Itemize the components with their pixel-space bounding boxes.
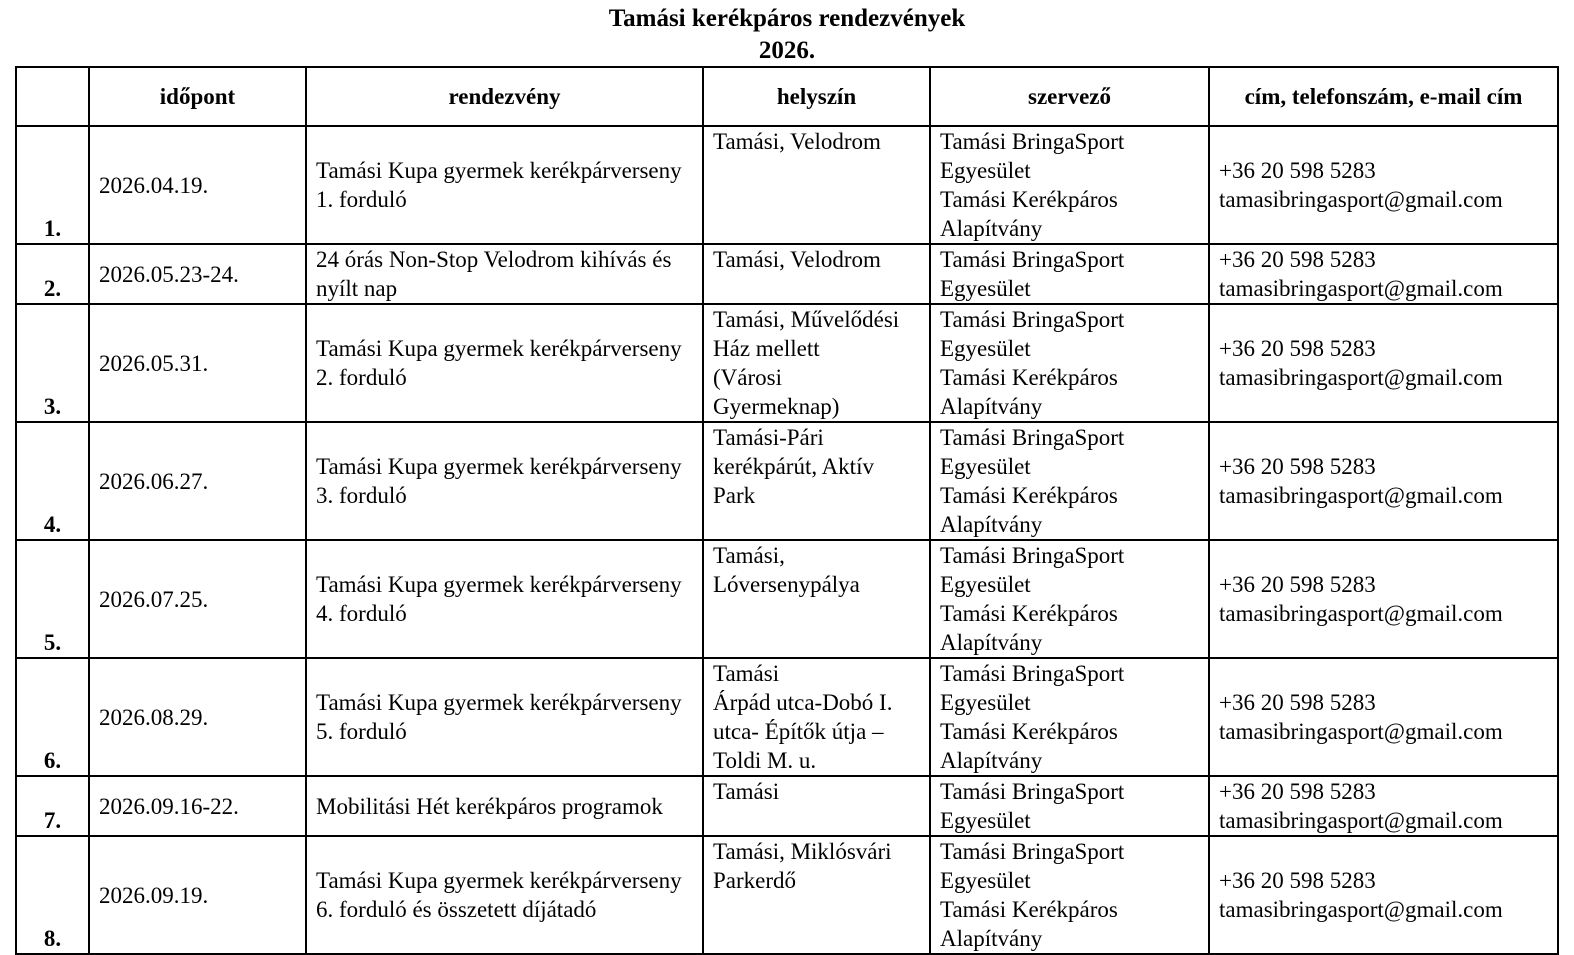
contact-email: tamasibringasport@gmail.com	[1219, 483, 1503, 508]
event-location	[703, 776, 930, 836]
event-name	[306, 126, 703, 244]
location-line: Park	[713, 483, 756, 508]
event-organizer	[930, 836, 1209, 954]
event-date: 2026.05.31.	[89, 304, 306, 422]
event-organizer	[930, 776, 1209, 836]
organizer-line: Egyesület	[940, 868, 1031, 893]
event-location	[703, 304, 930, 422]
location-line: Tamási, Velodrom	[713, 247, 881, 272]
row-number: 8.	[16, 836, 89, 954]
contact-email: tamasibringasport@gmail.com	[1219, 365, 1503, 390]
location-line: kerékpárút, Aktív	[713, 454, 874, 479]
event-organizer	[930, 244, 1209, 304]
header-organizer: szervező	[930, 67, 1209, 126]
contact-phone: +36 20 598 5283	[1219, 158, 1376, 183]
organizer-line: Alapítvány	[940, 926, 1043, 951]
contact-phone: +36 20 598 5283	[1219, 779, 1376, 804]
location-line: Tamási, Művelődési	[713, 307, 900, 332]
header-number	[16, 67, 89, 126]
event-location	[703, 836, 930, 954]
document-title: Tamási kerékpáros rendezvények	[608, 5, 966, 32]
table-row	[16, 422, 1558, 540]
organizer-line: Tamási BringaSport	[940, 661, 1125, 686]
document-year: 2026.	[758, 37, 816, 64]
event-contact	[1209, 540, 1558, 658]
header-date: időpont	[89, 67, 306, 126]
organizer-line: Egyesület	[940, 158, 1031, 183]
event-name	[306, 304, 703, 422]
location-line: Tamási	[713, 661, 780, 686]
event-name-text: Tamási Kupa gyermek kerékpárverseny 5. forduló	[316, 690, 682, 744]
event-location	[703, 658, 930, 776]
table-body	[16, 126, 1558, 954]
event-contact	[1209, 126, 1558, 244]
event-location	[703, 244, 930, 304]
event-name	[306, 776, 703, 836]
organizer-line: Egyesület	[940, 572, 1031, 597]
organizer-line: Tamási BringaSport	[940, 779, 1125, 804]
event-contact	[1209, 304, 1558, 422]
table-row	[16, 540, 1558, 658]
event-name	[306, 540, 703, 658]
organizer-line: Tamási BringaSport	[940, 247, 1125, 272]
contact-email: tamasibringasport@gmail.com	[1219, 187, 1503, 212]
event-name-text: Tamási Kupa gyermek kerékpárverseny 6. forduló és összetett díjátadó	[316, 868, 682, 922]
event-name	[306, 658, 703, 776]
location-line: Tamási, Velodrom	[713, 129, 881, 154]
location-line: (Városi	[713, 365, 782, 390]
event-name-text: Tamási Kupa gyermek kerékpárverseny 1. forduló	[316, 158, 682, 212]
row-number: 2.	[16, 244, 89, 304]
organizer-line: Tamási Kerékpáros	[940, 719, 1118, 744]
organizer-line: Tamási Kerékpáros	[940, 483, 1118, 508]
event-date: 2026.09.16-22.	[89, 776, 306, 836]
row-number: 6.	[16, 658, 89, 776]
organizer-line: Tamási Kerékpáros	[940, 365, 1118, 390]
organizer-line: Egyesület	[940, 690, 1031, 715]
header-location: helyszín	[703, 67, 930, 126]
row-number: 1.	[16, 126, 89, 244]
location-line: Tamási, Miklósvári	[713, 839, 892, 864]
row-number: 7.	[16, 776, 89, 836]
event-name-text: Mobilitási Hét kerékpáros programok	[316, 793, 663, 819]
location-line: Ház mellett	[713, 336, 820, 361]
contact-phone: +36 20 598 5283	[1219, 868, 1376, 893]
event-date: 2026.08.29.	[89, 658, 306, 776]
event-organizer	[930, 658, 1209, 776]
contact-phone: +36 20 598 5283	[1219, 336, 1376, 361]
event-contact	[1209, 244, 1558, 304]
event-organizer	[930, 126, 1209, 244]
event-date: 2026.04.19.	[89, 126, 306, 244]
event-location	[703, 540, 930, 658]
table-row	[16, 776, 1558, 836]
organizer-line: Alapítvány	[940, 512, 1043, 537]
event-organizer	[930, 304, 1209, 422]
event-date: 2026.09.19.	[89, 836, 306, 954]
event-date: 2026.06.27.	[89, 422, 306, 540]
contact-email: tamasibringasport@gmail.com	[1219, 719, 1503, 744]
event-name-text: Tamási Kupa gyermek kerékpárverseny 4. forduló	[316, 572, 682, 626]
events-table	[15, 66, 1559, 955]
event-contact	[1209, 836, 1558, 954]
organizer-line: Tamási BringaSport	[940, 307, 1125, 332]
location-line: Tamási-Pári	[713, 425, 824, 450]
table-row	[16, 304, 1558, 422]
organizer-line: Alapítvány	[940, 630, 1043, 655]
location-line: Árpád utca-Dobó I.	[713, 690, 893, 715]
location-line: Gyermeknap)	[713, 394, 840, 419]
organizer-line: Tamási BringaSport	[940, 839, 1125, 864]
contact-email: tamasibringasport@gmail.com	[1219, 897, 1503, 922]
header-row	[16, 67, 1558, 126]
contact-phone: +36 20 598 5283	[1219, 454, 1376, 479]
contact-email: tamasibringasport@gmail.com	[1219, 601, 1503, 626]
row-number: 3.	[16, 304, 89, 422]
event-contact	[1209, 658, 1558, 776]
table-row	[16, 126, 1558, 244]
event-contact	[1209, 422, 1558, 540]
organizer-line: Tamási Kerékpáros	[940, 601, 1118, 626]
organizer-line: Tamási BringaSport	[940, 129, 1125, 154]
event-name	[306, 244, 703, 304]
event-location	[703, 422, 930, 540]
location-line: Lóversenypálya	[713, 572, 860, 597]
organizer-line: Egyesület	[940, 336, 1031, 361]
organizer-line: Egyesület	[940, 276, 1031, 301]
contact-phone: +36 20 598 5283	[1219, 247, 1376, 272]
row-number: 4.	[16, 422, 89, 540]
organizer-line: Egyesület	[940, 808, 1031, 833]
event-location	[703, 126, 930, 244]
location-line: Parkerdő	[713, 868, 797, 893]
row-number: 5.	[16, 540, 89, 658]
location-line: utca- Építők útja –	[713, 719, 884, 744]
location-line: Tamási,	[713, 543, 785, 568]
contact-email: tamasibringasport@gmail.com	[1219, 808, 1503, 833]
event-organizer	[930, 422, 1209, 540]
contact-phone: +36 20 598 5283	[1219, 572, 1376, 597]
event-name-text: Tamási Kupa gyermek kerékpárverseny 3. forduló	[316, 454, 682, 508]
location-line: Toldi M. u.	[713, 748, 817, 773]
table-row	[16, 836, 1558, 954]
organizer-line: Tamási BringaSport	[940, 425, 1125, 450]
organizer-line: Alapítvány	[940, 394, 1043, 419]
header-contact: cím, telefonszám, e-mail cím	[1209, 67, 1558, 126]
event-organizer	[930, 540, 1209, 658]
contact-email: tamasibringasport@gmail.com	[1219, 276, 1503, 301]
event-name	[306, 836, 703, 954]
event-name-text: 24 órás Non-Stop Velodrom kihívás és nyílt nap	[316, 247, 672, 301]
organizer-line: Tamási Kerékpáros	[940, 897, 1118, 922]
event-name-text: Tamási Kupa gyermek kerékpárverseny 2. forduló	[316, 336, 682, 390]
header-event: rendezvény	[306, 67, 703, 126]
organizer-line: Egyesület	[940, 454, 1031, 479]
location-line: Tamási	[713, 779, 780, 804]
table-row	[16, 658, 1558, 776]
contact-phone: +36 20 598 5283	[1219, 690, 1376, 715]
event-date: 2026.05.23-24.	[89, 244, 306, 304]
table-row	[16, 244, 1558, 304]
organizer-line: Alapítvány	[940, 216, 1043, 241]
organizer-line: Alapítvány	[940, 748, 1043, 773]
organizer-line: Tamási BringaSport	[940, 543, 1125, 568]
event-date: 2026.07.25.	[89, 540, 306, 658]
event-contact	[1209, 776, 1558, 836]
event-name	[306, 422, 703, 540]
organizer-line: Tamási Kerékpáros	[940, 187, 1118, 212]
